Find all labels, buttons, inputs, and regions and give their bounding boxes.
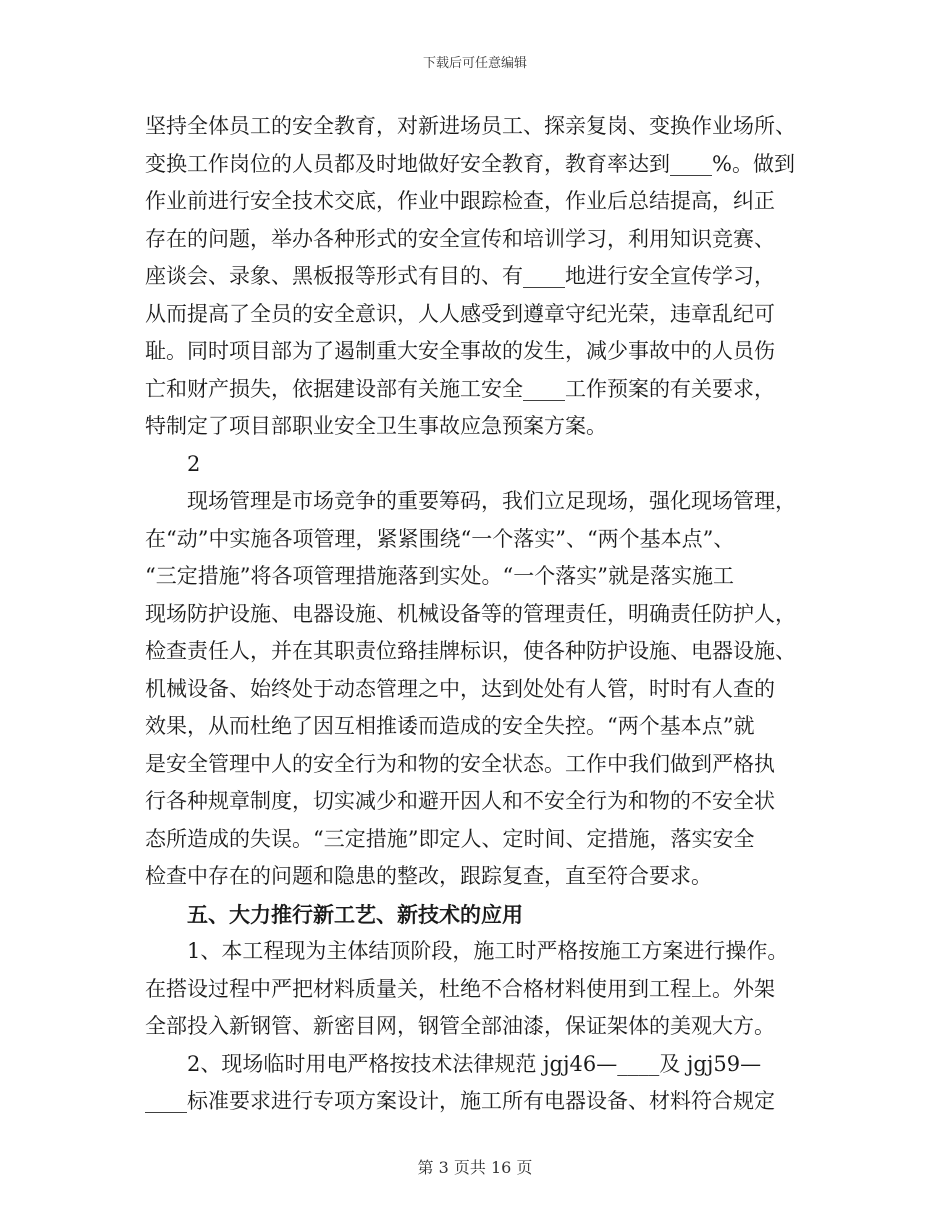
- page-header: 下载后可任意编辑: [422, 56, 527, 71]
- text-line: 变换工作岗位的人员都及时地做好安全教育，教育率达到____%。做到: [145, 151, 795, 176]
- text-line: 行各种规章制度，切实减少和避开因人和不安全行为和物的不安全状: [145, 789, 775, 813]
- text-line: 态所造成的失误。“三定措施”即定人、定时间、定措施，落实安全: [145, 826, 755, 851]
- text-line: ____标准要求进行专项方案设计，施工所有电器设备、材料符合规定: [145, 1089, 775, 1113]
- text-line: 在“动”中实施各项管理，紧紧围绕“一个落实”、“两个基本点”、: [145, 526, 735, 551]
- text-line: 坚持全体员工的安全教育，对新进场员工、探亲复岗、变换作业场所、: [145, 114, 796, 138]
- text-line: 检查中存在的问题和隐患的整改，跟踪复查，直至符合要求。: [145, 864, 712, 888]
- text-line: 全部投入新钢管、新密目网，钢管全部油漆，保证架体的美观大方。: [145, 1014, 775, 1038]
- text-line: 座谈会、录象、黑板报等形式有目的、有____地进行安全宣传学习，: [145, 264, 775, 288]
- text-line: 现场管理是市场竞争的重要筹码，我们立足现场，强化现场管理，: [187, 489, 796, 513]
- paragraph-site-management: [145, 483, 810, 896]
- text-line: 特制定了项目部职业安全卫生事故应急预案方案。: [145, 414, 607, 438]
- text-line: 存在的问题，举办各种形式的安全宣传和培训学习，利用知识竞赛、: [145, 226, 775, 251]
- text-line: “三定措施”将各项管理措施落到实处。“一个落实”就是落实施工: [145, 564, 734, 588]
- text-line: 作业前进行安全技术交底，作业中跟踪检查，作业后总结提高，纠正: [145, 189, 775, 213]
- page-footer: 第 3 页共 16 页: [417, 1158, 533, 1177]
- paragraph-item-2: [145, 1046, 810, 1121]
- text-line: 检查责任人，并在其职责位臵挂牌标识，使各种防护设施、电器设施、: [145, 639, 796, 663]
- text-line: 是安全管理中人的安全行为和物的安全状态。工作中我们做到严格执: [145, 751, 775, 776]
- text-line: 耻。同时项目部为了遏制重大安全事故的发生，减少事故中的人员伤: [145, 339, 775, 363]
- section-number: 2: [187, 451, 201, 476]
- text-line: 1、本工程现为主体结顶阶段，施工时严格按施工方案进行操作。: [187, 939, 789, 963]
- text-line: 效果，从而杜绝了因互相推诿而造成的安全失控。“两个基本点”就: [145, 714, 755, 738]
- document-body: [145, 108, 810, 1121]
- paragraph-item-1: [145, 933, 810, 1046]
- text-line: 现场防护设施、电器设施、机械设备等的管理责任，明确责任防护人，: [145, 601, 796, 626]
- text-line: 亡和财产损失，依据建设部有关施工安全____工作预案的有关要求，: [145, 376, 775, 401]
- text-line: 在搭设过程中严把材料质量关，杜绝不合格材料使用到工程上。外架: [145, 976, 775, 1001]
- text-line: 2、现场临时用电严格按技术法律规范 jgj46—____及 jgj59—: [187, 1051, 762, 1076]
- text-line: 机械设备、始终处于动态管理之中，达到处处有人管，时时有人查的: [145, 676, 775, 701]
- paragraph-safety-education: [145, 108, 810, 446]
- text-line: 从而提高了全员的安全意识，人人感受到遵章守纪光荣，违章乱纪可: [145, 301, 775, 326]
- section-heading: 五、大力推行新工艺、新技术的应用: [187, 901, 523, 927]
